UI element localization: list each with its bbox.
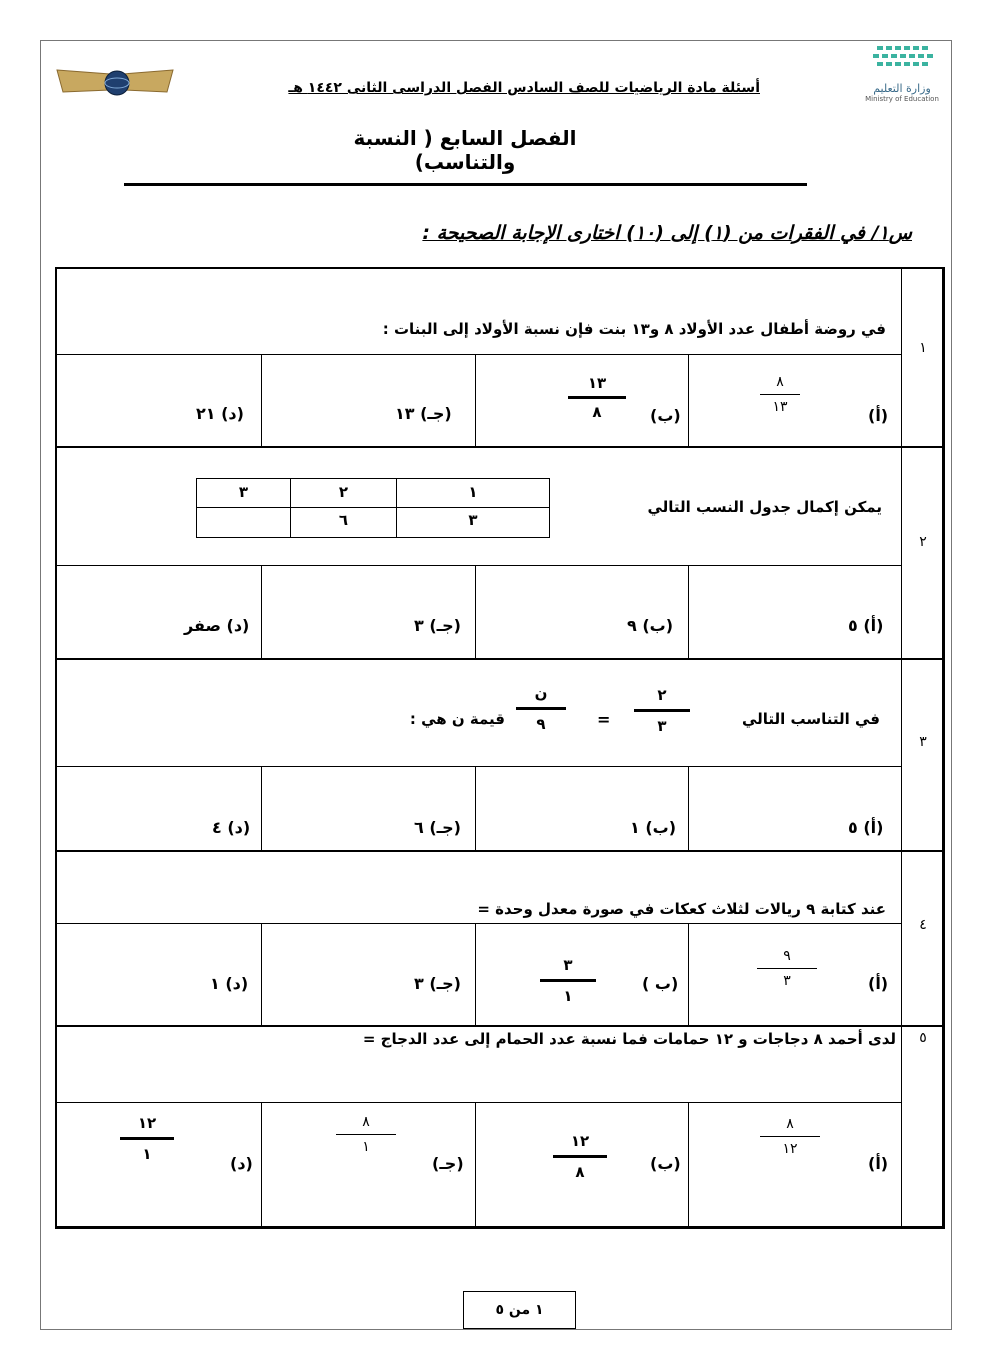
row-line xyxy=(57,850,945,852)
fraction-numerator: ١٢ xyxy=(137,1114,157,1132)
fraction-denominator: ١ xyxy=(362,1139,370,1155)
section-title: س١/ في الفقرات من (١) إلى (١٠) اختارى الإجابة الصحيحة : xyxy=(422,222,912,244)
row-line xyxy=(57,354,901,355)
row-line xyxy=(57,565,901,566)
header-divider xyxy=(124,183,807,186)
question-text: عند كتابة ٩ ريالات لثلاث كعكات في صورة معدل وحدة = xyxy=(477,900,886,918)
fraction-numerator: ٩ xyxy=(783,948,791,964)
fraction-numerator: ن xyxy=(534,684,548,702)
option-a-fraction xyxy=(757,948,817,989)
option-a[interactable]: (أ) ٥ xyxy=(848,616,884,635)
option-b-fraction xyxy=(553,1132,607,1181)
fraction-numerator: ٨ xyxy=(786,1116,794,1132)
ministry-emblem-icon xyxy=(867,42,937,78)
ministry-logo xyxy=(862,42,942,112)
option-d[interactable]: (د) ٤ xyxy=(212,818,251,837)
option-divider xyxy=(688,354,689,446)
option-divider xyxy=(475,923,476,1025)
fraction-bar xyxy=(553,1155,607,1158)
row-line xyxy=(57,446,945,448)
fraction-bar xyxy=(120,1137,174,1140)
option-c-fraction xyxy=(336,1114,396,1155)
option-b-fraction xyxy=(540,956,596,1005)
option-d[interactable]: (د) ٢١ xyxy=(196,404,244,423)
fraction-bar xyxy=(540,979,596,982)
option-divider xyxy=(261,923,262,1025)
fraction-numerator: ٣ xyxy=(563,956,573,974)
question-number: ٤ xyxy=(919,917,927,933)
fraction-bar xyxy=(516,707,566,710)
option-divider xyxy=(475,1102,476,1227)
fraction-bar xyxy=(634,709,690,712)
option-divider xyxy=(688,1102,689,1227)
option-divider xyxy=(261,1102,262,1227)
table-cell: ٣ xyxy=(468,511,478,529)
proportion-fraction-left xyxy=(634,686,690,735)
option-divider xyxy=(261,766,262,850)
table-cell: ٣ xyxy=(238,483,249,501)
number-column-divider xyxy=(901,267,902,1229)
questions-table xyxy=(55,267,945,1229)
row-line xyxy=(57,1102,901,1103)
option-b[interactable]: (ب) ١ xyxy=(630,818,677,837)
fraction-numerator: ١٢ xyxy=(570,1132,590,1150)
option-d-label[interactable]: (د) xyxy=(230,1154,253,1173)
option-divider xyxy=(688,565,689,658)
equals-sign: = xyxy=(597,710,611,729)
option-divider xyxy=(261,354,262,446)
fraction-denominator: ١٢ xyxy=(782,1141,798,1157)
option-divider xyxy=(475,766,476,850)
fraction-denominator: ٣ xyxy=(657,717,667,735)
question-text: يمكن إكمال جدول النسب التالي xyxy=(647,498,882,516)
fraction-numerator: ٢ xyxy=(657,686,667,704)
option-divider xyxy=(475,354,476,446)
fraction-bar xyxy=(760,1136,820,1137)
question-text: في روضة أطفال عدد الأولاد ٨ و١٣ بنت فإن نسبة الأولاد إلى البنات : xyxy=(382,320,886,338)
fraction-numerator: ٨ xyxy=(362,1114,370,1130)
option-c-label[interactable]: (جـ) xyxy=(432,1154,464,1173)
row-line xyxy=(57,1025,945,1027)
school-logo xyxy=(55,62,175,102)
fraction-bar xyxy=(757,968,817,969)
ratio-table xyxy=(196,478,550,538)
question-number: ١ xyxy=(919,340,927,356)
option-c[interactable]: (جـ) ٣ xyxy=(414,616,461,635)
fraction-denominator: ٨ xyxy=(575,1163,585,1181)
option-divider xyxy=(475,565,476,658)
page-number: ١ من ٥ xyxy=(463,1291,576,1329)
fraction-denominator: ١ xyxy=(563,987,573,1005)
fraction-denominator: ١ xyxy=(142,1145,152,1163)
fraction-denominator: ٩ xyxy=(536,715,546,733)
option-c[interactable]: (جـ) ١٣ xyxy=(395,404,452,423)
chapter-title: الفصل السابع ( النسبة والتناسب) xyxy=(353,126,577,174)
option-b[interactable]: (ب) ٩ xyxy=(627,616,674,635)
question-number: ٣ xyxy=(919,734,927,750)
ministry-name-ar: وزارة التعليم xyxy=(873,82,931,95)
option-d[interactable]: (د) ١ xyxy=(210,974,249,993)
question-number: ٢ xyxy=(919,534,927,550)
row-line xyxy=(57,658,945,660)
question-text: قيمة ن هي : xyxy=(409,710,505,728)
option-a-fraction xyxy=(760,1116,820,1157)
table-cell: ٦ xyxy=(338,511,349,529)
fraction-bar xyxy=(760,394,800,395)
option-divider xyxy=(261,565,262,658)
option-a-label[interactable]: (أ) xyxy=(868,1154,889,1173)
option-c[interactable]: (جـ) ٦ xyxy=(414,818,461,837)
option-a-label[interactable]: (أ) xyxy=(868,406,889,425)
table-cell: ٢ xyxy=(338,483,349,501)
ministry-name-en: Ministry of Education xyxy=(865,95,939,103)
fraction-denominator: ٨ xyxy=(592,403,602,421)
exam-header: أسئلة مادة الرياضيات للصف السادس الفصل الدراسى الثانى ١٤٤٢ هـ xyxy=(288,80,760,96)
proportion-fraction-right xyxy=(516,684,566,733)
fraction-numerator: ١٣ xyxy=(587,374,607,392)
option-a-label[interactable]: (أ) xyxy=(868,974,889,993)
fraction-denominator: ١٣ xyxy=(772,399,788,415)
option-d-fraction xyxy=(120,1114,174,1163)
row-line xyxy=(57,766,901,767)
option-b-label[interactable]: (ب) xyxy=(650,1154,681,1173)
fraction-denominator: ٣ xyxy=(783,973,791,989)
fraction-bar xyxy=(336,1134,396,1135)
option-b-fraction xyxy=(568,374,626,421)
option-divider xyxy=(688,923,689,1025)
fraction-bar xyxy=(568,396,626,399)
option-b-label[interactable]: (ب) xyxy=(650,406,681,425)
option-divider xyxy=(688,766,689,850)
option-a[interactable]: (أ) ٥ xyxy=(848,818,884,837)
fraction-numerator: ٨ xyxy=(776,374,784,390)
question-text: لدى أحمد ٨ دجاجات و ١٢ حمامات فما نسبة عدد الحمام إلى عدد الدجاج = xyxy=(362,1030,896,1048)
question-text: في التناسب التالي xyxy=(741,710,880,728)
table-line xyxy=(197,507,549,508)
option-c[interactable]: (جـ) ٣ xyxy=(414,974,461,993)
row-line xyxy=(57,923,901,924)
table-cell: ١ xyxy=(468,483,478,501)
option-b-label[interactable]: (ب ) xyxy=(642,974,679,993)
question-number: ٥ xyxy=(919,1030,927,1046)
option-d[interactable]: (د) صفر xyxy=(184,616,250,635)
option-a-fraction xyxy=(760,374,800,415)
